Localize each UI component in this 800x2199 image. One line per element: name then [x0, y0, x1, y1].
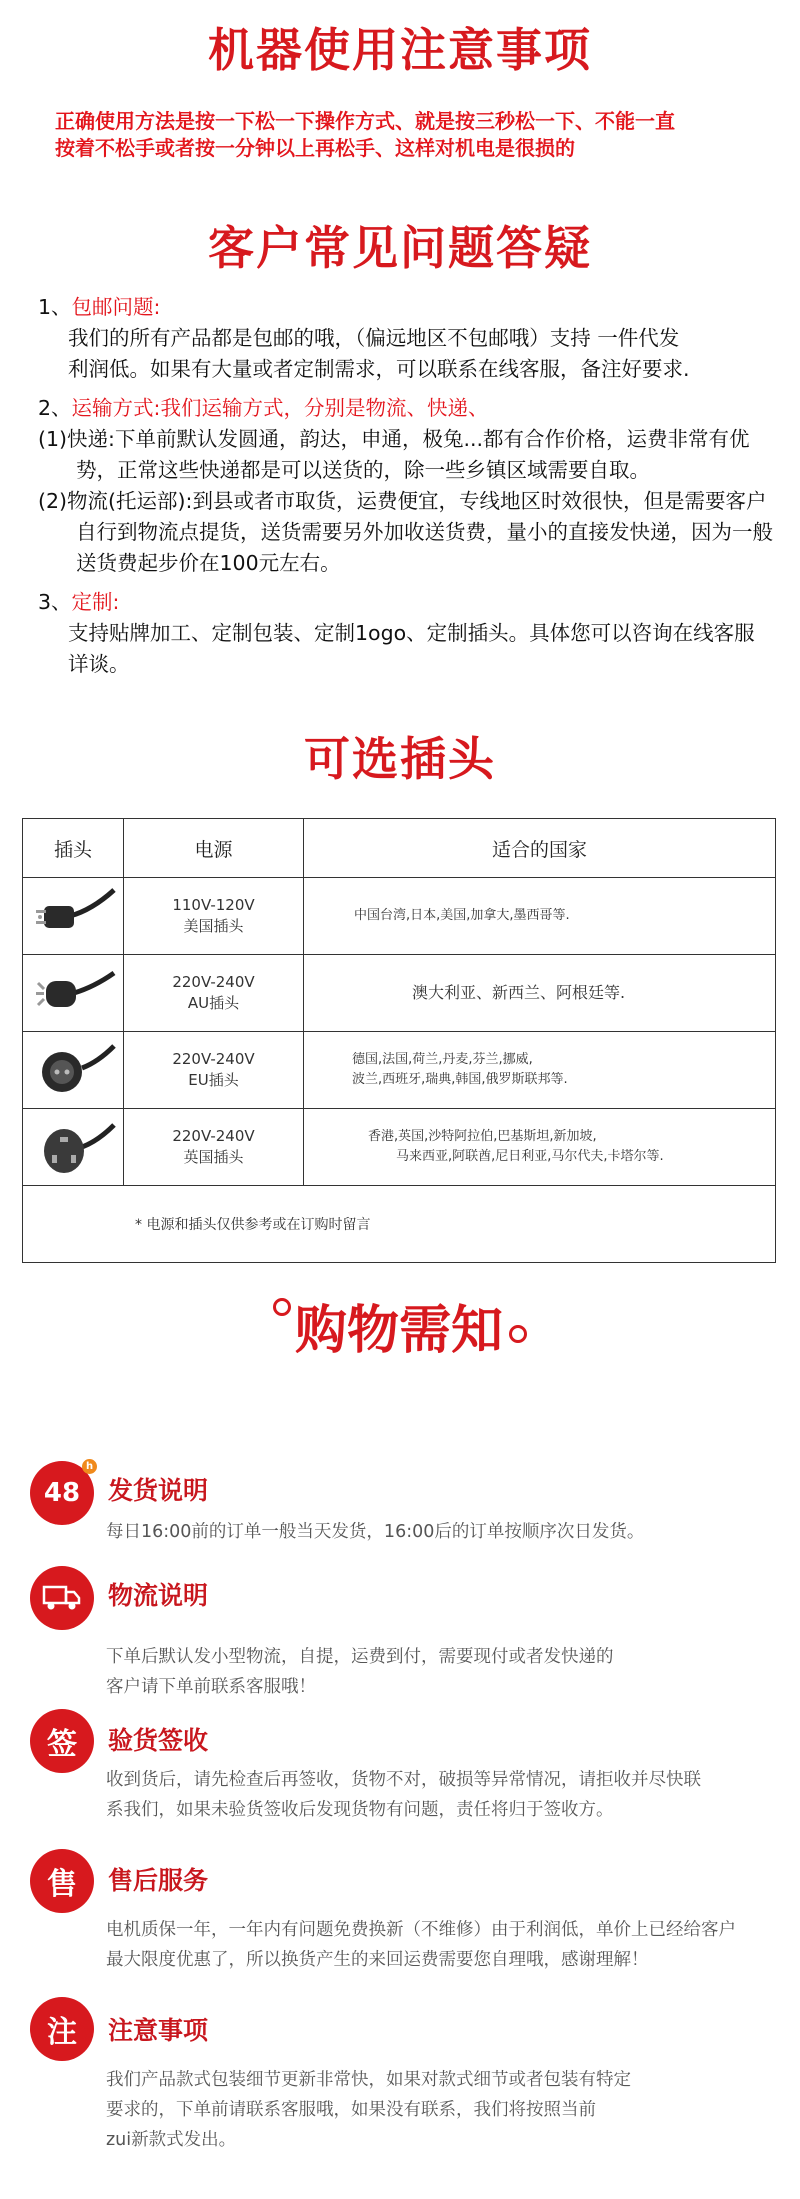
plug-voltage: 110V-120V: [172, 896, 255, 914]
section-line: zui新款式发出。: [106, 2130, 237, 2150]
section-text: [106, 1517, 786, 1547]
plug-image-cell: [23, 878, 124, 955]
section-text: [106, 1765, 786, 1825]
plug-countries-line: 马来西亚,阿联酋,尼日利亚,马尔代夫,卡塔尔等.: [396, 1149, 664, 1164]
notice-icon: 注: [30, 1997, 94, 2061]
usage-warning: [55, 108, 755, 162]
shipping-section: [30, 1461, 645, 1542]
plug-voltage: 220V-240V: [172, 1127, 255, 1145]
section-line: 下单后默认发小型物流，自提，运费到付，需要现付或者发快递的: [106, 1647, 614, 1667]
au-plug-icon: [30, 961, 116, 1025]
notes-section: [30, 1997, 631, 2150]
hour-badge: h: [82, 1459, 97, 1474]
faq-q2-logistics: (2)物流(托运部):到县或者市取货，运费便宜，专线地区时效很快，但是需要客户自行到物流点提货，送货需要另外加收送货费，量小的直接发快递，因为一般送货费起步价在100元左右。: [38, 489, 773, 575]
shopping-notice-heading: 购物需知: [294, 1301, 503, 1361]
plug-row-uk: [23, 1109, 776, 1186]
section-line: 我们产品款式包装细节更新非常快，如果对款式细节或者包装有特定: [106, 2070, 631, 2090]
faq-q1-text: [38, 323, 773, 385]
plug-type: 英国插头: [183, 1148, 244, 1166]
plug-type: 美国插头: [183, 917, 244, 935]
eu-plug-icon: [30, 1038, 116, 1102]
faq-q1-number: 1、: [38, 295, 72, 319]
section-line: 客户请下单前联系客服哦！: [106, 1677, 316, 1697]
plug-power-cell: [124, 878, 304, 955]
usage-notice-heading: 机器使用注意事项: [208, 23, 592, 77]
plug-table: [22, 818, 776, 1263]
faq-q2-title-line: [38, 393, 773, 424]
plug-note-row: [23, 1186, 776, 1263]
uk-plug-icon: [30, 1115, 116, 1179]
logistics-section: [30, 1566, 614, 1697]
section-line: 要求的，下单前请联系客服哦，如果没有联系，我们将按照当前: [106, 2100, 596, 2120]
section-title: 物流说明: [108, 1581, 209, 1610]
plug-power-cell: [124, 1109, 304, 1186]
section-text: [106, 2065, 786, 2155]
warning-line: 正确使用方法是按一下松一下操作方式、就是按三秒松一下、不能一直: [55, 109, 675, 133]
header-plug: 插头: [23, 819, 124, 878]
section-title: 发货说明: [108, 1476, 209, 1505]
inspection-section: [30, 1709, 701, 1820]
faq-q2-number: 2、: [38, 396, 72, 420]
plug-power-cell: [124, 1032, 304, 1109]
plug-table-header: [23, 819, 776, 878]
section-text: [106, 1915, 786, 1975]
plug-row-us: [23, 878, 776, 955]
faq-q3-title: 定制:: [71, 590, 120, 614]
section-line: 收到货后，请先检查后再签收，货物不对，破损等异常情况，请拒收并尽快联: [106, 1770, 701, 1790]
plug-voltage: 220V-240V: [172, 1050, 255, 1068]
plug-row-au: [23, 955, 776, 1032]
warning-line: 按着不松手或者按一分钟以上再松手、这样对机电是很损的: [55, 136, 575, 160]
faq-q3-number: 3、: [38, 590, 72, 614]
sign-icon: 签: [30, 1709, 94, 1773]
plug-options-heading: 可选插头: [304, 732, 496, 786]
header-countries: 适合的国家: [304, 819, 776, 878]
header-power: 电源: [124, 819, 304, 878]
faq-q1-line: 我们的所有产品都是包邮的哦，（偏远地区不包邮哦）支持 一件代发: [68, 326, 680, 350]
plug-image-cell: [23, 955, 124, 1032]
faq-q1-line: 利润低。如果有大量或者定制需求，可以联系在线客服，备注好要求.: [68, 357, 690, 381]
after-sales-section: [30, 1849, 736, 1970]
faq-q1-title-line: [38, 292, 773, 323]
plug-countries-cell: [304, 1032, 776, 1109]
plug-countries-line: 中国台湾,日本,美国,加拿大,墨西哥等.: [354, 908, 570, 923]
faq-q2-title: 运输方式:我们运输方式，分别是物流、快递、: [71, 396, 489, 420]
plug-image-cell: [23, 1032, 124, 1109]
shopping-notice-heading-wrap: [0, 1288, 800, 1363]
section-line: 系我们，如果未验货签收后发现货物有问题，责任将归于签收方。: [106, 1800, 614, 1820]
faq-q3-text: 支持贴牌加工、定制包装、定制1ogo、定制插头。具体您可以咨询在线客服详谈。: [68, 621, 755, 676]
faq-q3-title-line: [38, 587, 773, 618]
plug-countries-cell: [304, 955, 776, 1032]
plug-countries-cell: [304, 1109, 776, 1186]
faq-q2-express: (1)快递:下单前默认发圆通，韵达，申通，极兔...都有合作价格，运费非常有优势，正常这些快递都是可以送货的，除一些乡镇区域需要自取。: [38, 427, 750, 482]
after-sales-icon: 售: [30, 1849, 94, 1913]
section-title: 验货签收: [108, 1726, 209, 1755]
us-plug-icon: [30, 884, 116, 948]
circle-decoration-icon: [273, 1298, 291, 1316]
faq-heading: 客户常见问题答疑: [208, 221, 592, 275]
section-title: 注意事项: [108, 2016, 209, 2045]
plug-note: * 电源和插头仅供参考或在订购时留言: [23, 1186, 776, 1263]
plug-row-eu: [23, 1032, 776, 1109]
section-line: 每日16:00前的订单一般当天发货，16:00后的订单按顺序次日发货。: [106, 1522, 645, 1542]
faq-block: [38, 292, 773, 680]
plug-countries-line: 德国,法国,荷兰,丹麦,芬兰,挪威,: [352, 1052, 533, 1067]
48h-icon: 48: [30, 1461, 94, 1525]
truck-icon: [30, 1566, 94, 1630]
section-text: [106, 1642, 786, 1702]
circle-decoration-icon: [509, 1325, 527, 1343]
plug-type: EU插头: [188, 1071, 239, 1089]
plug-voltage: 220V-240V: [172, 973, 255, 991]
plug-image-cell: [23, 1109, 124, 1186]
section-line: 最大限度优惠了，所以换货产生的来回运费需要您自理哦，感谢理解！: [106, 1950, 649, 1970]
plug-countries-line: 香港,英国,沙特阿拉伯,巴基斯坦,新加坡,: [368, 1129, 597, 1144]
plug-countries-cell: [304, 878, 776, 955]
plug-countries-line: 波兰,西班牙,瑞典,韩国,俄罗斯联邦等.: [352, 1072, 568, 1087]
plug-countries-line: 澳大利亚、新西兰、阿根廷等.: [412, 983, 626, 1002]
section-title: 售后服务: [108, 1866, 209, 1895]
plug-type: AU插头: [187, 994, 240, 1012]
faq-q1-title: 包邮问题:: [71, 295, 161, 319]
section-line: 电机质保一年，一年内有问题免费换新（不维修）由于利润低，单价上已经给客户: [106, 1920, 736, 1940]
plug-power-cell: [124, 955, 304, 1032]
